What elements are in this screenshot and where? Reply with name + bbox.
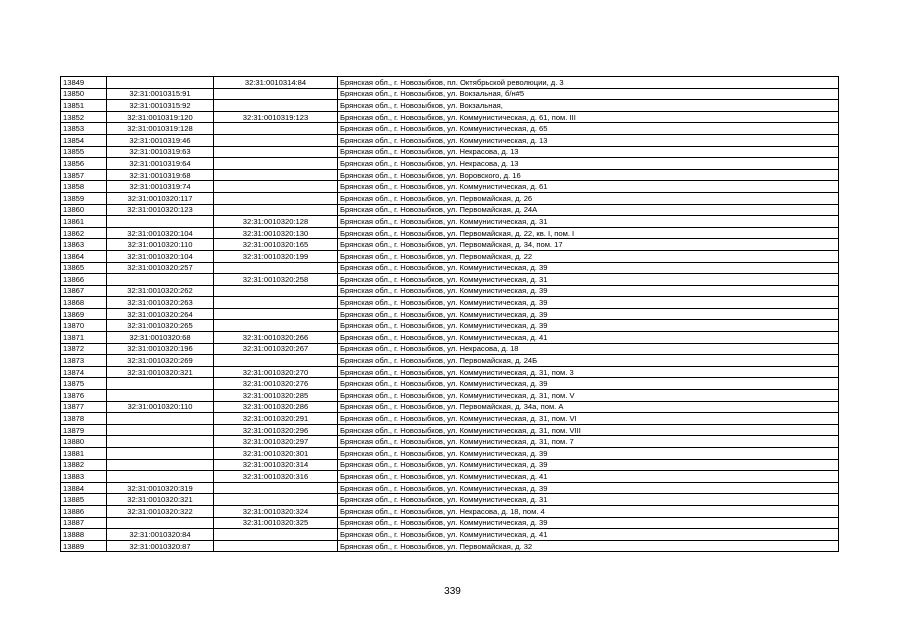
row-number-cell: 13855 <box>61 146 107 158</box>
address-cell: Брянская обл., г. Новозыбков, ул. Вокзальная, б/н#5 <box>338 88 839 100</box>
table-row <box>61 297 839 309</box>
address-cell: Брянская обл., г. Новозыбков, ул. Коммунистическая, д. 39 <box>338 308 839 320</box>
address-cell: Брянская обл., г. Новозыбков, ул. Коммунистическая, д. 39 <box>338 448 839 460</box>
address-cell: Брянская обл., г. Новозыбков, ул. Коммунистическая, д. 31, пом. 3 <box>338 366 839 378</box>
row-number-cell: 13868 <box>61 297 107 309</box>
row-number-cell: 13870 <box>61 320 107 332</box>
row-number-cell: 13865 <box>61 262 107 274</box>
cadastral-number-cell: 32:31:0010319:128 <box>107 123 214 135</box>
related-cadastral-cell: 32:31:0010320:324 <box>214 505 338 517</box>
address-cell: Брянская обл., г. Новозыбков, ул. Коммунистическая, д. 39 <box>338 262 839 274</box>
table-row <box>61 239 839 251</box>
related-cadastral-cell <box>214 308 338 320</box>
table-row <box>61 413 839 425</box>
cadastral-number-cell: 32:31:0010319:63 <box>107 146 214 158</box>
cadastral-number-cell: 32:31:0010319:74 <box>107 181 214 193</box>
table-row <box>61 540 839 552</box>
row-number-cell: 13858 <box>61 181 107 193</box>
address-cell: Брянская обл., г. Новозыбков, ул. Первомайская, д. 26 <box>338 192 839 204</box>
address-cell: Брянская обл., г. Новозыбков, ул. Вокзальная, <box>338 100 839 112</box>
cadastral-number-cell <box>107 274 214 286</box>
related-cadastral-cell <box>214 482 338 494</box>
row-number-cell: 13876 <box>61 390 107 402</box>
row-number-cell: 13853 <box>61 123 107 135</box>
address-cell: Брянская обл., г. Новозыбков, ул. Первомайская, д. 32 <box>338 540 839 552</box>
address-cell: Брянская обл., г. Новозыбков, ул. Коммунистическая, д. 31, пом. VI <box>338 413 839 425</box>
related-cadastral-cell <box>214 540 338 552</box>
cadastral-number-cell: 32:31:0010320:319 <box>107 482 214 494</box>
cadastral-number-cell: 32:31:0010315:92 <box>107 100 214 112</box>
address-cell: Брянская обл., г. Новозыбков, ул. Коммунистическая, д. 41 <box>338 332 839 344</box>
table-row <box>61 192 839 204</box>
table-row <box>61 77 839 89</box>
address-cell: Брянская обл., г. Новозыбков, ул. Коммунистическая, д. 41 <box>338 529 839 541</box>
related-cadastral-cell: 32:31:0010320:267 <box>214 343 338 355</box>
related-cadastral-cell: 32:31:0010320:199 <box>214 250 338 262</box>
address-cell: Брянская обл., г. Новозыбков, ул. Некрасова, д. 13 <box>338 158 839 170</box>
cadastral-number-cell: 32:31:0010320:117 <box>107 192 214 204</box>
cadastral-number-cell <box>107 424 214 436</box>
cadastral-number-cell <box>107 517 214 529</box>
address-cell: Брянская обл., г. Новозыбков, ул. Коммунистическая, д. 31, пом. VIII <box>338 424 839 436</box>
related-cadastral-cell <box>214 146 338 158</box>
related-cadastral-cell: 32:31:0010320:291 <box>214 413 338 425</box>
address-cell: Брянская обл., г. Новозыбков, ул. Первомайская, д. 34а, пом. А <box>338 401 839 413</box>
table-row <box>61 320 839 332</box>
cadastral-number-cell <box>107 378 214 390</box>
cadastral-number-cell: 32:31:0010320:264 <box>107 308 214 320</box>
row-number-cell: 13874 <box>61 366 107 378</box>
address-cell: Брянская обл., г. Новозыбков, ул. Первомайская, д. 22, кв. I, пом. I <box>338 227 839 239</box>
cadastral-number-cell <box>107 459 214 471</box>
table-row <box>61 169 839 181</box>
related-cadastral-cell: 32:31:0010320:286 <box>214 401 338 413</box>
address-cell: Брянская обл., г. Новозыбков, ул. Коммунистическая, д. 31, пом. 7 <box>338 436 839 448</box>
table-row <box>61 343 839 355</box>
related-cadastral-cell <box>214 320 338 332</box>
row-number-cell: 13888 <box>61 529 107 541</box>
cadastral-number-cell: 32:31:0010320:110 <box>107 239 214 251</box>
address-cell: Брянская обл., г. Новозыбков, ул. Некрасова, д. 18, пом. 4 <box>338 505 839 517</box>
row-number-cell: 13889 <box>61 540 107 552</box>
table-row <box>61 459 839 471</box>
address-cell: Брянская обл., г. Новозыбков, ул. Первомайская, д. 34, пом. 17 <box>338 239 839 251</box>
row-number-cell: 13877 <box>61 401 107 413</box>
table-row <box>61 100 839 112</box>
related-cadastral-cell <box>214 134 338 146</box>
cadastral-number-cell <box>107 436 214 448</box>
cadastral-number-cell: 32:31:0010320:265 <box>107 320 214 332</box>
related-cadastral-cell: 32:31:0010320:258 <box>214 274 338 286</box>
address-cell: Брянская обл., г. Новозыбков, ул. Коммунистическая, д. 39 <box>338 459 839 471</box>
address-cell: Брянская обл., г. Новозыбков, ул. Коммунистическая, д. 39 <box>338 482 839 494</box>
row-number-cell: 13857 <box>61 169 107 181</box>
cadastral-number-cell: 32:31:0010320:269 <box>107 355 214 367</box>
address-cell: Брянская обл., г. Новозыбков, ул. Коммунистическая, д. 39 <box>338 297 839 309</box>
table-row <box>61 262 839 274</box>
related-cadastral-cell: 32:31:0010320:314 <box>214 459 338 471</box>
table-row <box>61 529 839 541</box>
cadastral-number-cell <box>107 390 214 402</box>
table-row <box>61 482 839 494</box>
row-number-cell: 13863 <box>61 239 107 251</box>
address-cell: Брянская обл., г. Новозыбков, ул. Коммунистическая, д. 31, пом. V <box>338 390 839 402</box>
cadastral-number-cell: 32:31:0010320:321 <box>107 494 214 506</box>
related-cadastral-cell <box>214 494 338 506</box>
related-cadastral-cell <box>214 355 338 367</box>
page-number: 339 <box>444 586 461 597</box>
table-row <box>61 332 839 344</box>
related-cadastral-cell <box>214 262 338 274</box>
row-number-cell: 13864 <box>61 250 107 262</box>
row-number-cell: 13867 <box>61 285 107 297</box>
table-row <box>61 390 839 402</box>
related-cadastral-cell <box>214 285 338 297</box>
row-number-cell: 13881 <box>61 448 107 460</box>
row-number-cell: 13861 <box>61 216 107 228</box>
row-number-cell: 13866 <box>61 274 107 286</box>
cadastral-number-cell <box>107 77 214 89</box>
related-cadastral-cell <box>214 297 338 309</box>
row-number-cell: 13856 <box>61 158 107 170</box>
related-cadastral-cell: 32:31:0010320:128 <box>214 216 338 228</box>
cadastral-number-cell: 32:31:0010319:46 <box>107 134 214 146</box>
related-cadastral-cell: 32:31:0010320:130 <box>214 227 338 239</box>
address-cell: Брянская обл., г. Новозыбков, ул. Коммунистическая, д. 39 <box>338 320 839 332</box>
address-cell: Брянская обл., г. Новозыбков, ул. Коммунистическая, д. 61 <box>338 181 839 193</box>
table-row <box>61 505 839 517</box>
related-cadastral-cell <box>214 192 338 204</box>
table-row <box>61 424 839 436</box>
address-cell: Брянская обл., г. Новозыбков, ул. Первомайская, д. 24Б <box>338 355 839 367</box>
table-row <box>61 401 839 413</box>
table-row <box>61 378 839 390</box>
table-row <box>61 471 839 483</box>
row-number-cell: 13878 <box>61 413 107 425</box>
row-number-cell: 13849 <box>61 77 107 89</box>
row-number-cell: 13887 <box>61 517 107 529</box>
cadastral-number-cell: 32:31:0010320:104 <box>107 227 214 239</box>
table-row <box>61 494 839 506</box>
table-row <box>61 285 839 297</box>
table-row <box>61 448 839 460</box>
related-cadastral-cell: 32:31:0010320:301 <box>214 448 338 460</box>
address-cell: Брянская обл., г. Новозыбков, ул. Коммунистическая, д. 41 <box>338 471 839 483</box>
row-number-cell: 13873 <box>61 355 107 367</box>
cadastral-number-cell: 32:31:0010320:104 <box>107 250 214 262</box>
address-cell: Брянская обл., г. Новозыбков, ул. Коммунистическая, д. 39 <box>338 517 839 529</box>
row-number-cell: 13886 <box>61 505 107 517</box>
cadastral-number-cell: 32:31:0010320:196 <box>107 343 214 355</box>
row-number-cell: 13872 <box>61 343 107 355</box>
related-cadastral-cell <box>214 158 338 170</box>
table-row <box>61 355 839 367</box>
related-cadastral-cell <box>214 88 338 100</box>
cadastral-number-cell <box>107 216 214 228</box>
related-cadastral-cell: 32:31:0010320:296 <box>214 424 338 436</box>
address-cell: Брянская обл., г. Новозыбков, ул. Коммунистическая, д. 31 <box>338 274 839 286</box>
table-row <box>61 88 839 100</box>
table-row <box>61 216 839 228</box>
related-cadastral-cell: 32:31:0010320:297 <box>214 436 338 448</box>
address-cell: Брянская обл., г. Новозыбков, ул. Коммунистическая, д. 39 <box>338 285 839 297</box>
table-row <box>61 204 839 216</box>
table-row <box>61 123 839 135</box>
cadastral-number-cell: 32:31:0010320:321 <box>107 366 214 378</box>
related-cadastral-cell: 32:31:0010320:266 <box>214 332 338 344</box>
cadastral-number-cell <box>107 413 214 425</box>
cadastral-number-cell <box>107 448 214 460</box>
related-cadastral-cell <box>214 100 338 112</box>
row-number-cell: 13854 <box>61 134 107 146</box>
row-number-cell: 13875 <box>61 378 107 390</box>
cadastral-number-cell: 32:31:0010320:322 <box>107 505 214 517</box>
row-number-cell: 13862 <box>61 227 107 239</box>
row-number-cell: 13883 <box>61 471 107 483</box>
cadastral-number-cell: 32:31:0010320:110 <box>107 401 214 413</box>
table-row <box>61 308 839 320</box>
address-cell: Брянская обл., г. Новозыбков, пл. Октябрьской революции, д. 3 <box>338 77 839 89</box>
cadastral-number-cell: 32:31:0010320:262 <box>107 285 214 297</box>
cadastral-number-cell: 32:31:0010320:257 <box>107 262 214 274</box>
related-cadastral-cell: 32:31:0010320:165 <box>214 239 338 251</box>
address-cell: Брянская обл., г. Новозыбков, ул. Коммунистическая, д. 61, пом. III <box>338 111 839 123</box>
row-number-cell: 13884 <box>61 482 107 494</box>
table-row <box>61 250 839 262</box>
address-cell: Брянская обл., г. Новозыбков, ул. Коммунистическая, д. 31 <box>338 216 839 228</box>
cadastral-number-cell: 32:31:0010315:91 <box>107 88 214 100</box>
table-row <box>61 111 839 123</box>
table-row <box>61 274 839 286</box>
cadastral-number-cell: 32:31:0010319:64 <box>107 158 214 170</box>
cadastral-number-cell: 32:31:0010319:120 <box>107 111 214 123</box>
row-number-cell: 13851 <box>61 100 107 112</box>
row-number-cell: 13882 <box>61 459 107 471</box>
related-cadastral-cell: 32:31:0010320:270 <box>214 366 338 378</box>
cadastral-number-cell: 32:31:0010320:263 <box>107 297 214 309</box>
row-number-cell: 13885 <box>61 494 107 506</box>
cadastral-table <box>60 76 839 552</box>
related-cadastral-cell: 32:31:0010320:316 <box>214 471 338 483</box>
row-number-cell: 13859 <box>61 192 107 204</box>
related-cadastral-cell <box>214 204 338 216</box>
table-row <box>61 134 839 146</box>
related-cadastral-cell <box>214 169 338 181</box>
related-cadastral-cell: 32:31:0010320:285 <box>214 390 338 402</box>
table-row <box>61 146 839 158</box>
related-cadastral-cell <box>214 181 338 193</box>
related-cadastral-cell: 32:31:0010320:276 <box>214 378 338 390</box>
address-cell: Брянская обл., г. Новозыбков, ул. Первомайская, д. 22 <box>338 250 839 262</box>
related-cadastral-cell: 32:31:0010314:84 <box>214 77 338 89</box>
cadastral-number-cell: 32:31:0010320:68 <box>107 332 214 344</box>
row-number-cell: 13850 <box>61 88 107 100</box>
table-row <box>61 366 839 378</box>
address-cell: Брянская обл., г. Новозыбков, ул. Коммунистическая, д. 65 <box>338 123 839 135</box>
cadastral-number-cell: 32:31:0010320:87 <box>107 540 214 552</box>
cadastral-number-cell: 32:31:0010319:68 <box>107 169 214 181</box>
address-cell: Брянская обл., г. Новозыбков, ул. Воровского, д. 16 <box>338 169 839 181</box>
table-row <box>61 517 839 529</box>
table-row <box>61 436 839 448</box>
cadastral-number-cell: 32:31:0010320:123 <box>107 204 214 216</box>
address-cell: Брянская обл., г. Новозыбков, ул. Первомайская, д. 24А <box>338 204 839 216</box>
table-row <box>61 227 839 239</box>
related-cadastral-cell <box>214 123 338 135</box>
row-number-cell: 13852 <box>61 111 107 123</box>
cadastral-number-cell: 32:31:0010320:84 <box>107 529 214 541</box>
table-row <box>61 181 839 193</box>
related-cadastral-cell: 32:31:0010319:123 <box>214 111 338 123</box>
table-body <box>61 77 839 552</box>
row-number-cell: 13880 <box>61 436 107 448</box>
address-cell: Брянская обл., г. Новозыбков, ул. Коммунистическая, д. 39 <box>338 378 839 390</box>
row-number-cell: 13871 <box>61 332 107 344</box>
row-number-cell: 13860 <box>61 204 107 216</box>
address-cell: Брянская обл., г. Новозыбков, ул. Некрасова, д. 13 <box>338 146 839 158</box>
address-cell: Брянская обл., г. Новозыбков, ул. Коммунистическая, д. 13 <box>338 134 839 146</box>
row-number-cell: 13869 <box>61 308 107 320</box>
cadastral-number-cell <box>107 471 214 483</box>
address-cell: Брянская обл., г. Новозыбков, ул. Коммунистическая, д. 31 <box>338 494 839 506</box>
table-row <box>61 158 839 170</box>
row-number-cell: 13879 <box>61 424 107 436</box>
address-cell: Брянская обл., г. Новозыбков, ул. Некрасова, д. 18 <box>338 343 839 355</box>
related-cadastral-cell <box>214 529 338 541</box>
related-cadastral-cell: 32:31:0010320:325 <box>214 517 338 529</box>
